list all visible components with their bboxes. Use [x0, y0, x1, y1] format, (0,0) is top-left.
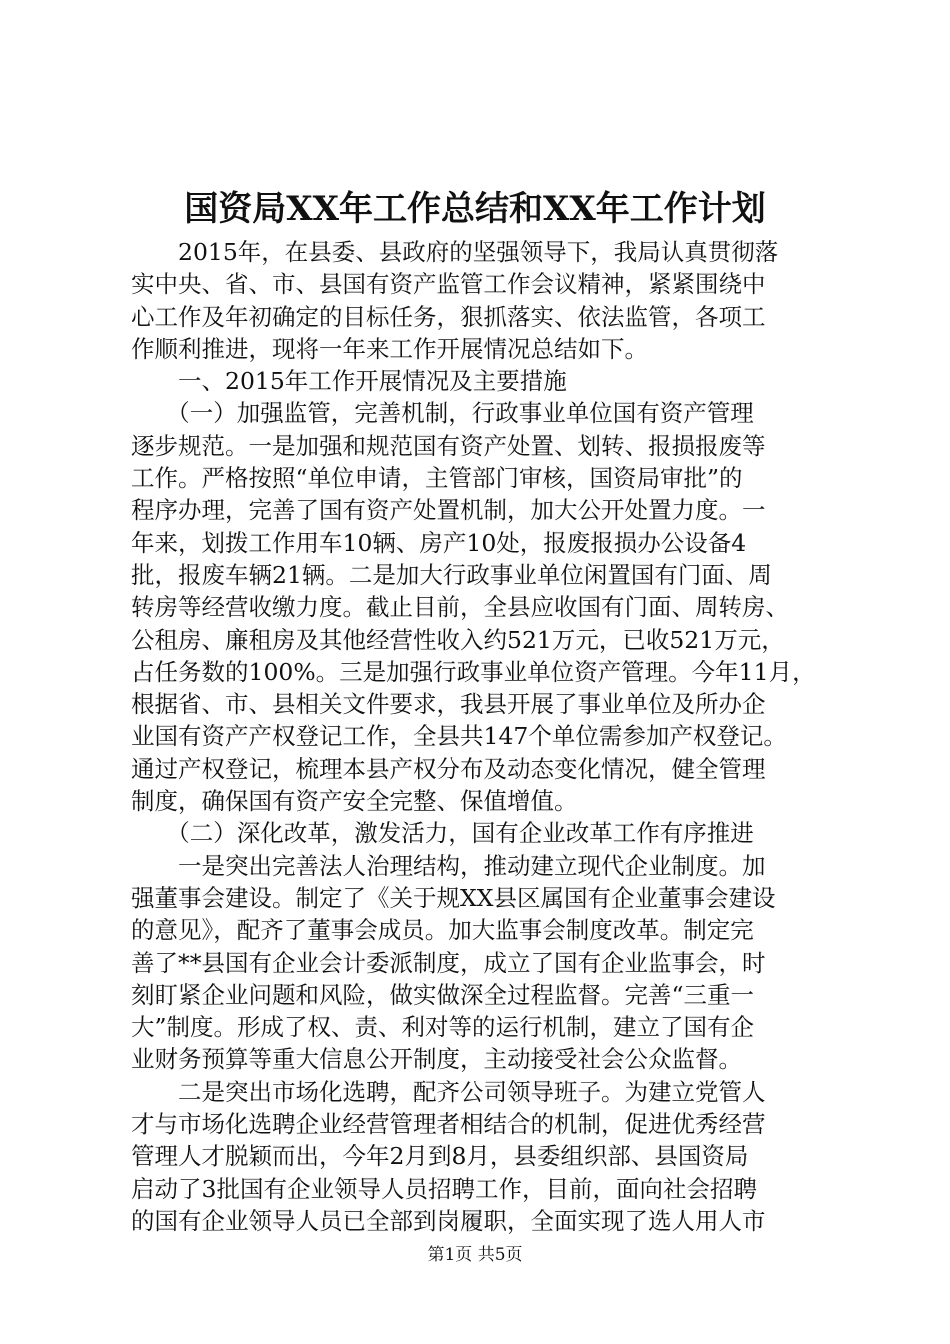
body-line: 程序办理，完善了国有资产处置机制，加大公开处置力度。一: [131, 496, 766, 525]
body-line: 占任务数的100%。三是加强行政事业单位资产管理。今年11月，: [131, 657, 816, 686]
body-line: 2015年，在县委、县政府的坚强领导下，我局认真贯彻落: [131, 238, 779, 266]
section-heading: 一、2015年工作开展情况及主要措施: [131, 367, 567, 396]
body-line: 制度，确保国有资产安全完整、保值增值。: [131, 787, 578, 816]
body-line: 强董事会建设。制定了《关于规XX县区属国有企业董事会建设: [131, 883, 776, 912]
body-line: 年来，划拨工作用车10辆、房产10处，报废报损办公设备4: [131, 528, 747, 557]
body-line: 批，报废车辆21辆。二是加大行政事业单位闲置国有门面、周: [131, 560, 772, 589]
body-line: （一）加强监管，完善机制，行政事业单位国有资产管理: [131, 399, 754, 428]
body-line: 实中央、省、市、县国有资产监管工作会议精神，紧紧围绕中: [131, 270, 766, 299]
body-line: 公租房、廉租房及其他经营性收入约521万元，已收521万元，: [131, 625, 785, 654]
document-title: 国资局XX年工作总结和XX年工作计划: [184, 189, 766, 229]
body-line: 通过产权登记，梳理本县产权分布及动态变化情况，健全管理: [131, 754, 766, 783]
body-line: 管理人才脱颖而出，今年2月到8月，县委组织部、县国资局: [131, 1142, 749, 1171]
body-line: 转房等经营收缴力度。截止目前，全县应收国有门面、周转房、: [131, 593, 789, 622]
body-line: 心工作及年初确定的目标任务，狠抓落实、依法监管，各项工: [131, 302, 766, 331]
body-line: 根据省、市、县相关文件要求，我县开展了事业单位及所办企: [131, 690, 766, 719]
body-line: 业国有资产产权登记工作，全县共147个单位需参加产权登记。: [131, 722, 787, 751]
subsection-heading: （二）深化改革，激发活力，国有企业改革工作有序推进: [131, 819, 754, 848]
body-line: 业财务预算等重大信息公开制度，主动接受社会公众监督。: [131, 1045, 742, 1074]
body-line: 的国有企业领导人员已全部到岗履职，全面实现了选人用人市: [131, 1206, 766, 1235]
body-line: 一是突出完善法人治理结构，推动建立现代企业制度。加: [131, 851, 766, 880]
body-line: 的意见》，配齐了董事会成员。加大监事会制度改革。制定完: [131, 916, 754, 945]
body-line: 工作。严格按照“单位申请，主管部门审核，国资局审批”的: [131, 464, 743, 493]
body-line: 善了**县国有企业会计委派制度，成立了国有企业监事会，时: [131, 948, 766, 977]
body-line: 才与市场化选聘企业经营管理者相结合的机制，促进优秀经营: [131, 1110, 766, 1139]
document-body: [131, 236, 831, 1237]
body-line: 逐步规范。一是加强和规范国有资产处置、划转、报损报废等: [131, 431, 766, 460]
body-line: 大”制度。形成了权、责、利对等的运行机制，建立了国有企: [131, 1013, 755, 1042]
body-line: 刻盯紧企业问题和风险，做实做深全过程监督。完善“三重一: [131, 980, 755, 1009]
body-line: 二是突出市场化选聘，配齐公司领导班子。为建立党管人: [131, 1077, 766, 1106]
page-number: 第1页 共5页: [427, 1245, 523, 1265]
body-line: 启动了3批国有企业领导人员招聘工作，目前，面向社会招聘: [131, 1174, 757, 1203]
body-line: 作顺利推进，现将一年来工作开展情况总结如下。: [131, 334, 648, 363]
